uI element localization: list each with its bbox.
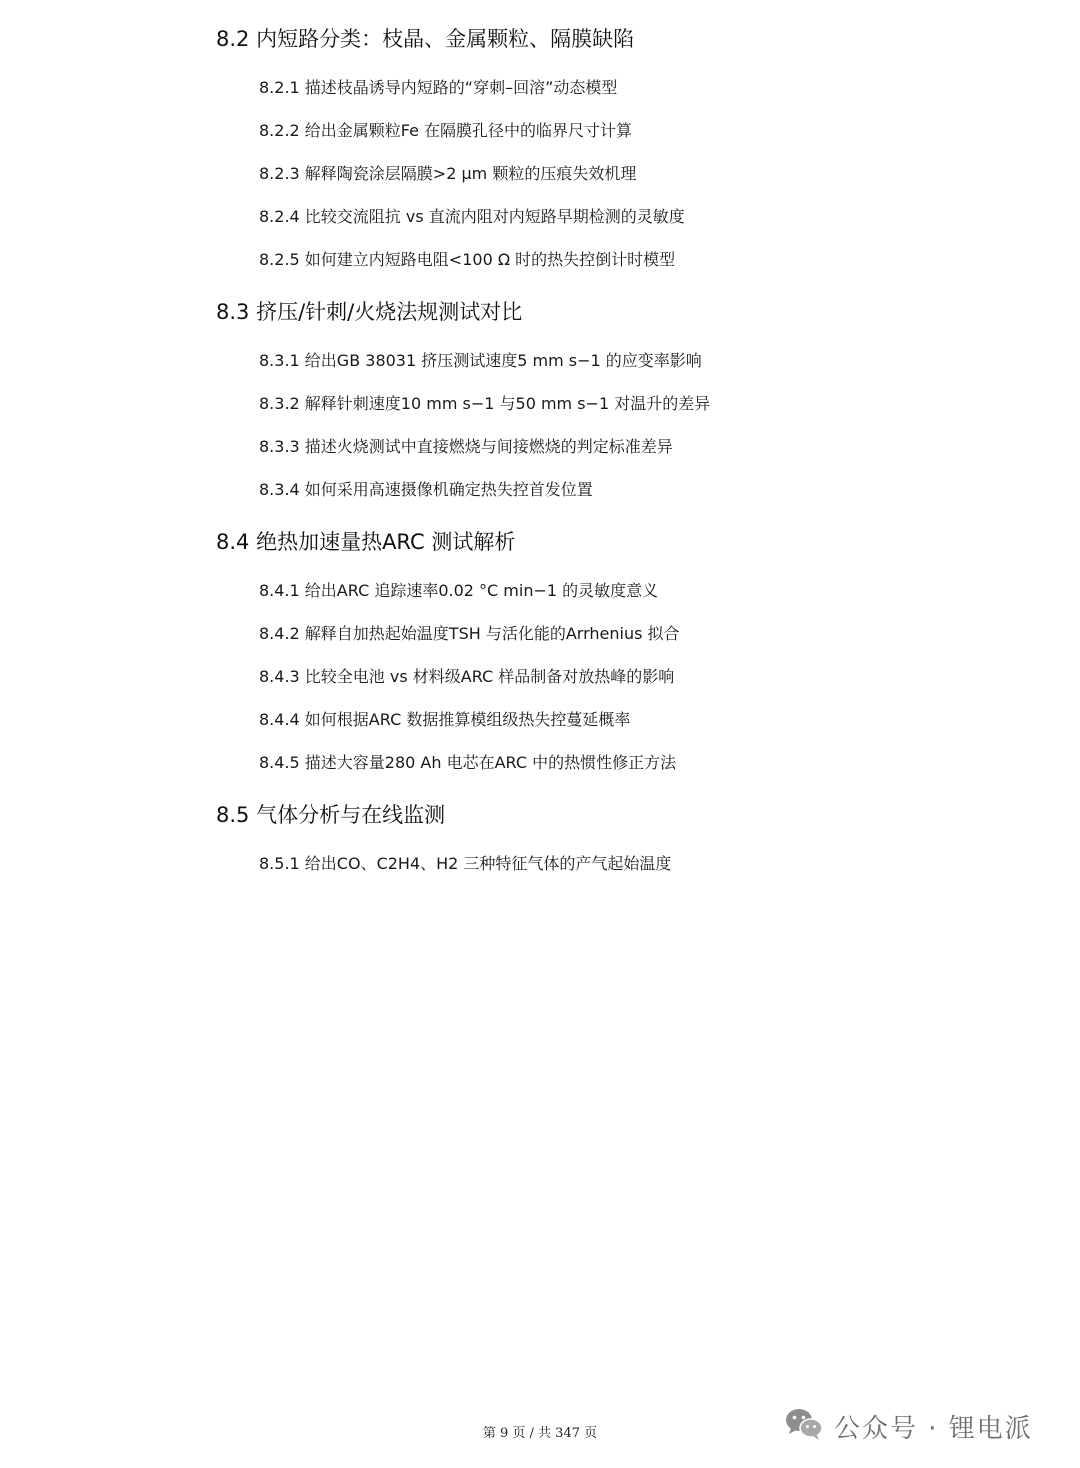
watermark: [784, 1406, 1033, 1446]
toc-item: 8.3.2 解释针刺速度10 mm s−1 与50 mm s−1 对温升的差异: [259, 394, 711, 413]
toc-item: 8.4.1 给出ARC 追踪速率0.02 °C min−1 的灵敏度意义: [259, 581, 659, 600]
toc-item: 8.2.1 描述枝晶诱导内短路的“穿刺–回溶”动态模型: [259, 78, 618, 97]
wechat-icon: [784, 1406, 824, 1446]
toc-item: 8.4.2 解释自加热起始温度TSH 与活化能的Arrhenius 拟合: [259, 624, 680, 643]
section-title: 8.2 内短路分类：枝晶、金属颗粒、隔膜缺陷: [216, 27, 635, 51]
toc-item: 8.3.4 如何采用高速摄像机确定热失控首发位置: [259, 480, 593, 499]
toc-item: 8.2.4 比较交流阻抗 vs 直流内阻对内短路早期检测的灵敏度: [259, 207, 685, 226]
toc-item: 8.3.1 给出GB 38031 挤压测试速度5 mm s−1 的应变率影响: [259, 351, 702, 370]
toc-item: 8.3.3 描述火烧测试中直接燃烧与间接燃烧的判定标准差异: [259, 437, 673, 456]
section-title: 8.3 挤压/针刺/火烧法规测试对比: [216, 300, 523, 324]
section-title: 8.5 气体分析与在线监测: [216, 803, 446, 827]
toc-item: 8.4.4 如何根据ARC 数据推算模组级热失控蔓延概率: [259, 710, 631, 729]
toc-item: 8.2.5 如何建立内短路电阻<100 Ω 时的热失控倒计时模型: [259, 250, 676, 269]
toc-item: 8.5.1 给出CO、C2H4、H2 三种特征气体的产气起始温度: [259, 854, 672, 873]
page-number: 第 9 页 / 共 347 页: [482, 1426, 598, 1441]
toc-item: 8.2.2 给出金属颗粒Fe 在隔膜孔径中的临界尺寸计算: [259, 121, 633, 140]
toc-item: 8.4.5 描述大容量280 Ah 电芯在ARC 中的热惯性修正方法: [259, 753, 677, 772]
section-title: 8.4 绝热加速量热ARC 测试解析: [216, 530, 516, 554]
watermark-text: 公众号 · 锂电派: [834, 1413, 1033, 1444]
toc-item: 8.4.3 比较全电池 vs 材料级ARC 样品制备对放热峰的影响: [259, 667, 675, 686]
toc-item: 8.2.3 解释陶瓷涂层隔膜>2 μm 颗粒的压痕失效机理: [259, 164, 637, 183]
